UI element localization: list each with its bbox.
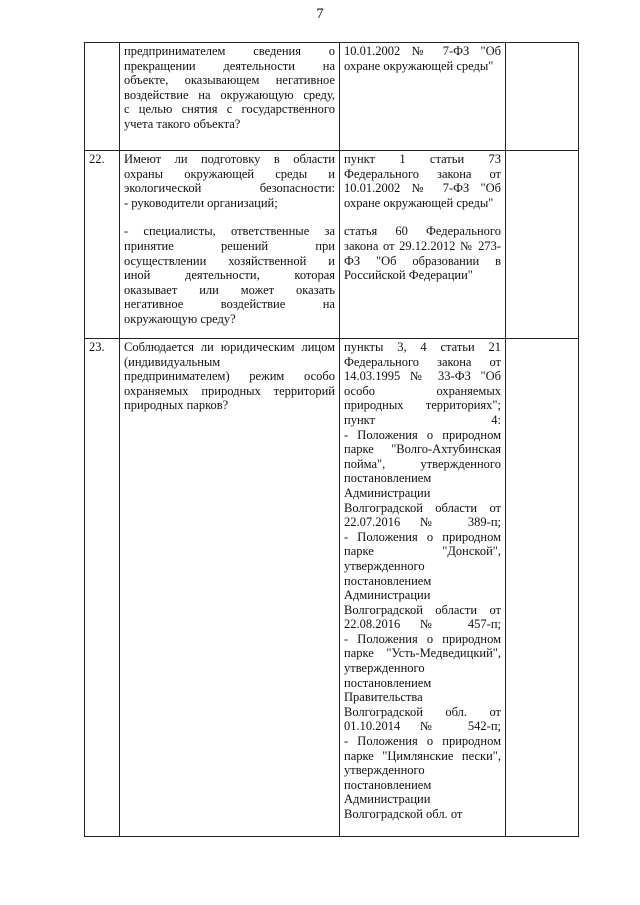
question-text-line: иной деятельности, которая (124, 268, 335, 283)
legal-basis-line: утвержденного (344, 558, 425, 573)
legal-basis-line: охране окружающей среды" (344, 195, 494, 210)
legal-basis-line: парке "Цимлянские пески", (344, 748, 501, 763)
legal-basis-line: Российской Федерации" (344, 268, 473, 283)
question-cell (120, 43, 340, 151)
legal-basis-line: - Положения о природном (344, 529, 501, 544)
legal-basis-line: закона от 29.12.2012 № 273- (344, 238, 501, 253)
row-number-cell: 23. (85, 339, 120, 837)
question-cell (120, 151, 340, 339)
row-number-cell (85, 43, 120, 151)
legal-basis-line: особо охраняемых (344, 383, 501, 398)
question-text-line: предпринимателем) режим особо (124, 369, 335, 384)
question-text-line: охраняемых природных территорий (124, 383, 335, 398)
legal-basis-line: утвержденного (344, 763, 425, 778)
legal-basis-line: 01.10.2014 № 542-п; (344, 719, 501, 734)
legal-basis-line: 22.07.2016 № 389-п; (344, 515, 501, 530)
legal-basis-line: пункт 1 статьи 73 (344, 152, 501, 166)
legal-basis-line: Администрации (344, 588, 431, 603)
question-text-line: - руководители организаций; (124, 195, 278, 210)
legal-basis-cell (340, 339, 506, 837)
legal-basis-line: - Положения о природном (344, 734, 501, 749)
question-text-line: природных парков? (124, 398, 229, 413)
paragraph-gap (124, 210, 335, 224)
table-row (85, 339, 579, 837)
question-text-line: учета такого объекта? (124, 116, 241, 131)
legal-basis-line: Федерального закона от (344, 166, 501, 181)
page-number: 7 (316, 6, 324, 22)
legal-basis-line: 10.01.2002 № 7-ФЗ "Об (344, 181, 501, 196)
question-text-line: принятие решений при (124, 238, 335, 253)
legal-basis-line: Волгоградской области от (344, 602, 501, 617)
legal-basis-line: парке "Волго-Ахтубинская (344, 442, 501, 457)
legal-basis-line: постановлением (344, 675, 432, 690)
question-cell (120, 339, 340, 837)
legal-basis-line: 10.01.2002 № 7-ФЗ "Об (344, 44, 501, 58)
question-text-line: охраны окружающей среды и (124, 166, 335, 181)
legal-basis-line: пункт 4: (344, 412, 501, 427)
question-text-line: воздействие на окружающую среду, (124, 87, 335, 102)
notes-cell (506, 151, 579, 339)
question-text-line: окружающую среду? (124, 311, 236, 326)
question-text-line: - специалисты, ответственные за (124, 224, 335, 239)
legal-basis-line: - Положения о природном (344, 631, 501, 646)
question-text-line: экологической безопасности: (124, 181, 335, 196)
question-text-line: прекращении деятельности на (124, 58, 335, 73)
row-number-cell: 22. (85, 151, 120, 339)
table-row (85, 43, 579, 151)
notes-cell (506, 339, 579, 837)
legal-basis-line: Волгоградской области от (344, 500, 501, 515)
legal-basis-line: утвержденного (344, 661, 425, 676)
question-text-line: осуществлении хозяйственной и (124, 253, 335, 268)
requirements-table (84, 42, 579, 837)
question-text-line: оказывает или может оказать (124, 282, 335, 297)
legal-basis-cell (340, 151, 506, 339)
legal-basis-line: Администрации (344, 485, 431, 500)
question-text-line: объекте, оказывающем негативное (124, 73, 335, 88)
legal-basis-line: 22.08.2016 № 457-п; (344, 617, 501, 632)
question-text-line: негативное воздействие на (124, 297, 335, 312)
question-text-line: Имеют ли подготовку в области (124, 152, 335, 166)
legal-basis-line: пойма", утвержденного (344, 456, 501, 471)
notes-cell (506, 43, 579, 151)
legal-basis-line: постановлением (344, 471, 432, 486)
legal-basis-line: 14.03.1995 № 33-ФЗ "Об (344, 369, 501, 384)
legal-basis-line: статья 60 Федерального (344, 224, 501, 239)
legal-basis-line: пункты 3, 4 статьи 21 (344, 340, 501, 354)
question-text-line: (индивидуальным (124, 354, 221, 369)
legal-basis-line: Администрации (344, 792, 431, 807)
question-text-line: Соблюдается ли юридическим лицом (124, 340, 335, 354)
legal-basis-cell (340, 43, 506, 151)
legal-basis-line: Федерального закона от (344, 354, 501, 369)
legal-basis-line: парке "Усть-Медведицкий", (344, 646, 501, 661)
legal-basis-line: парке "Донской", (344, 544, 501, 559)
legal-basis-line: постановлением (344, 573, 432, 588)
legal-basis-line: ФЗ "Об образовании в (344, 253, 501, 268)
table-row (85, 151, 579, 339)
legal-basis-line: Волгоградской обл. от (344, 807, 463, 821)
paragraph-gap (344, 210, 501, 224)
legal-basis-line: охране окружающей среды" (344, 58, 494, 73)
question-text-line: предпринимателем сведения о (124, 44, 335, 58)
legal-basis-line: Волгоградской обл. от (344, 704, 501, 719)
question-text-line: с целью снятия с государственного (124, 102, 335, 117)
legal-basis-line: - Положения о природном (344, 427, 501, 442)
legal-basis-line: природных территориях"; (344, 398, 501, 413)
legal-basis-line: Правительства (344, 690, 423, 705)
legal-basis-line: постановлением (344, 777, 432, 792)
